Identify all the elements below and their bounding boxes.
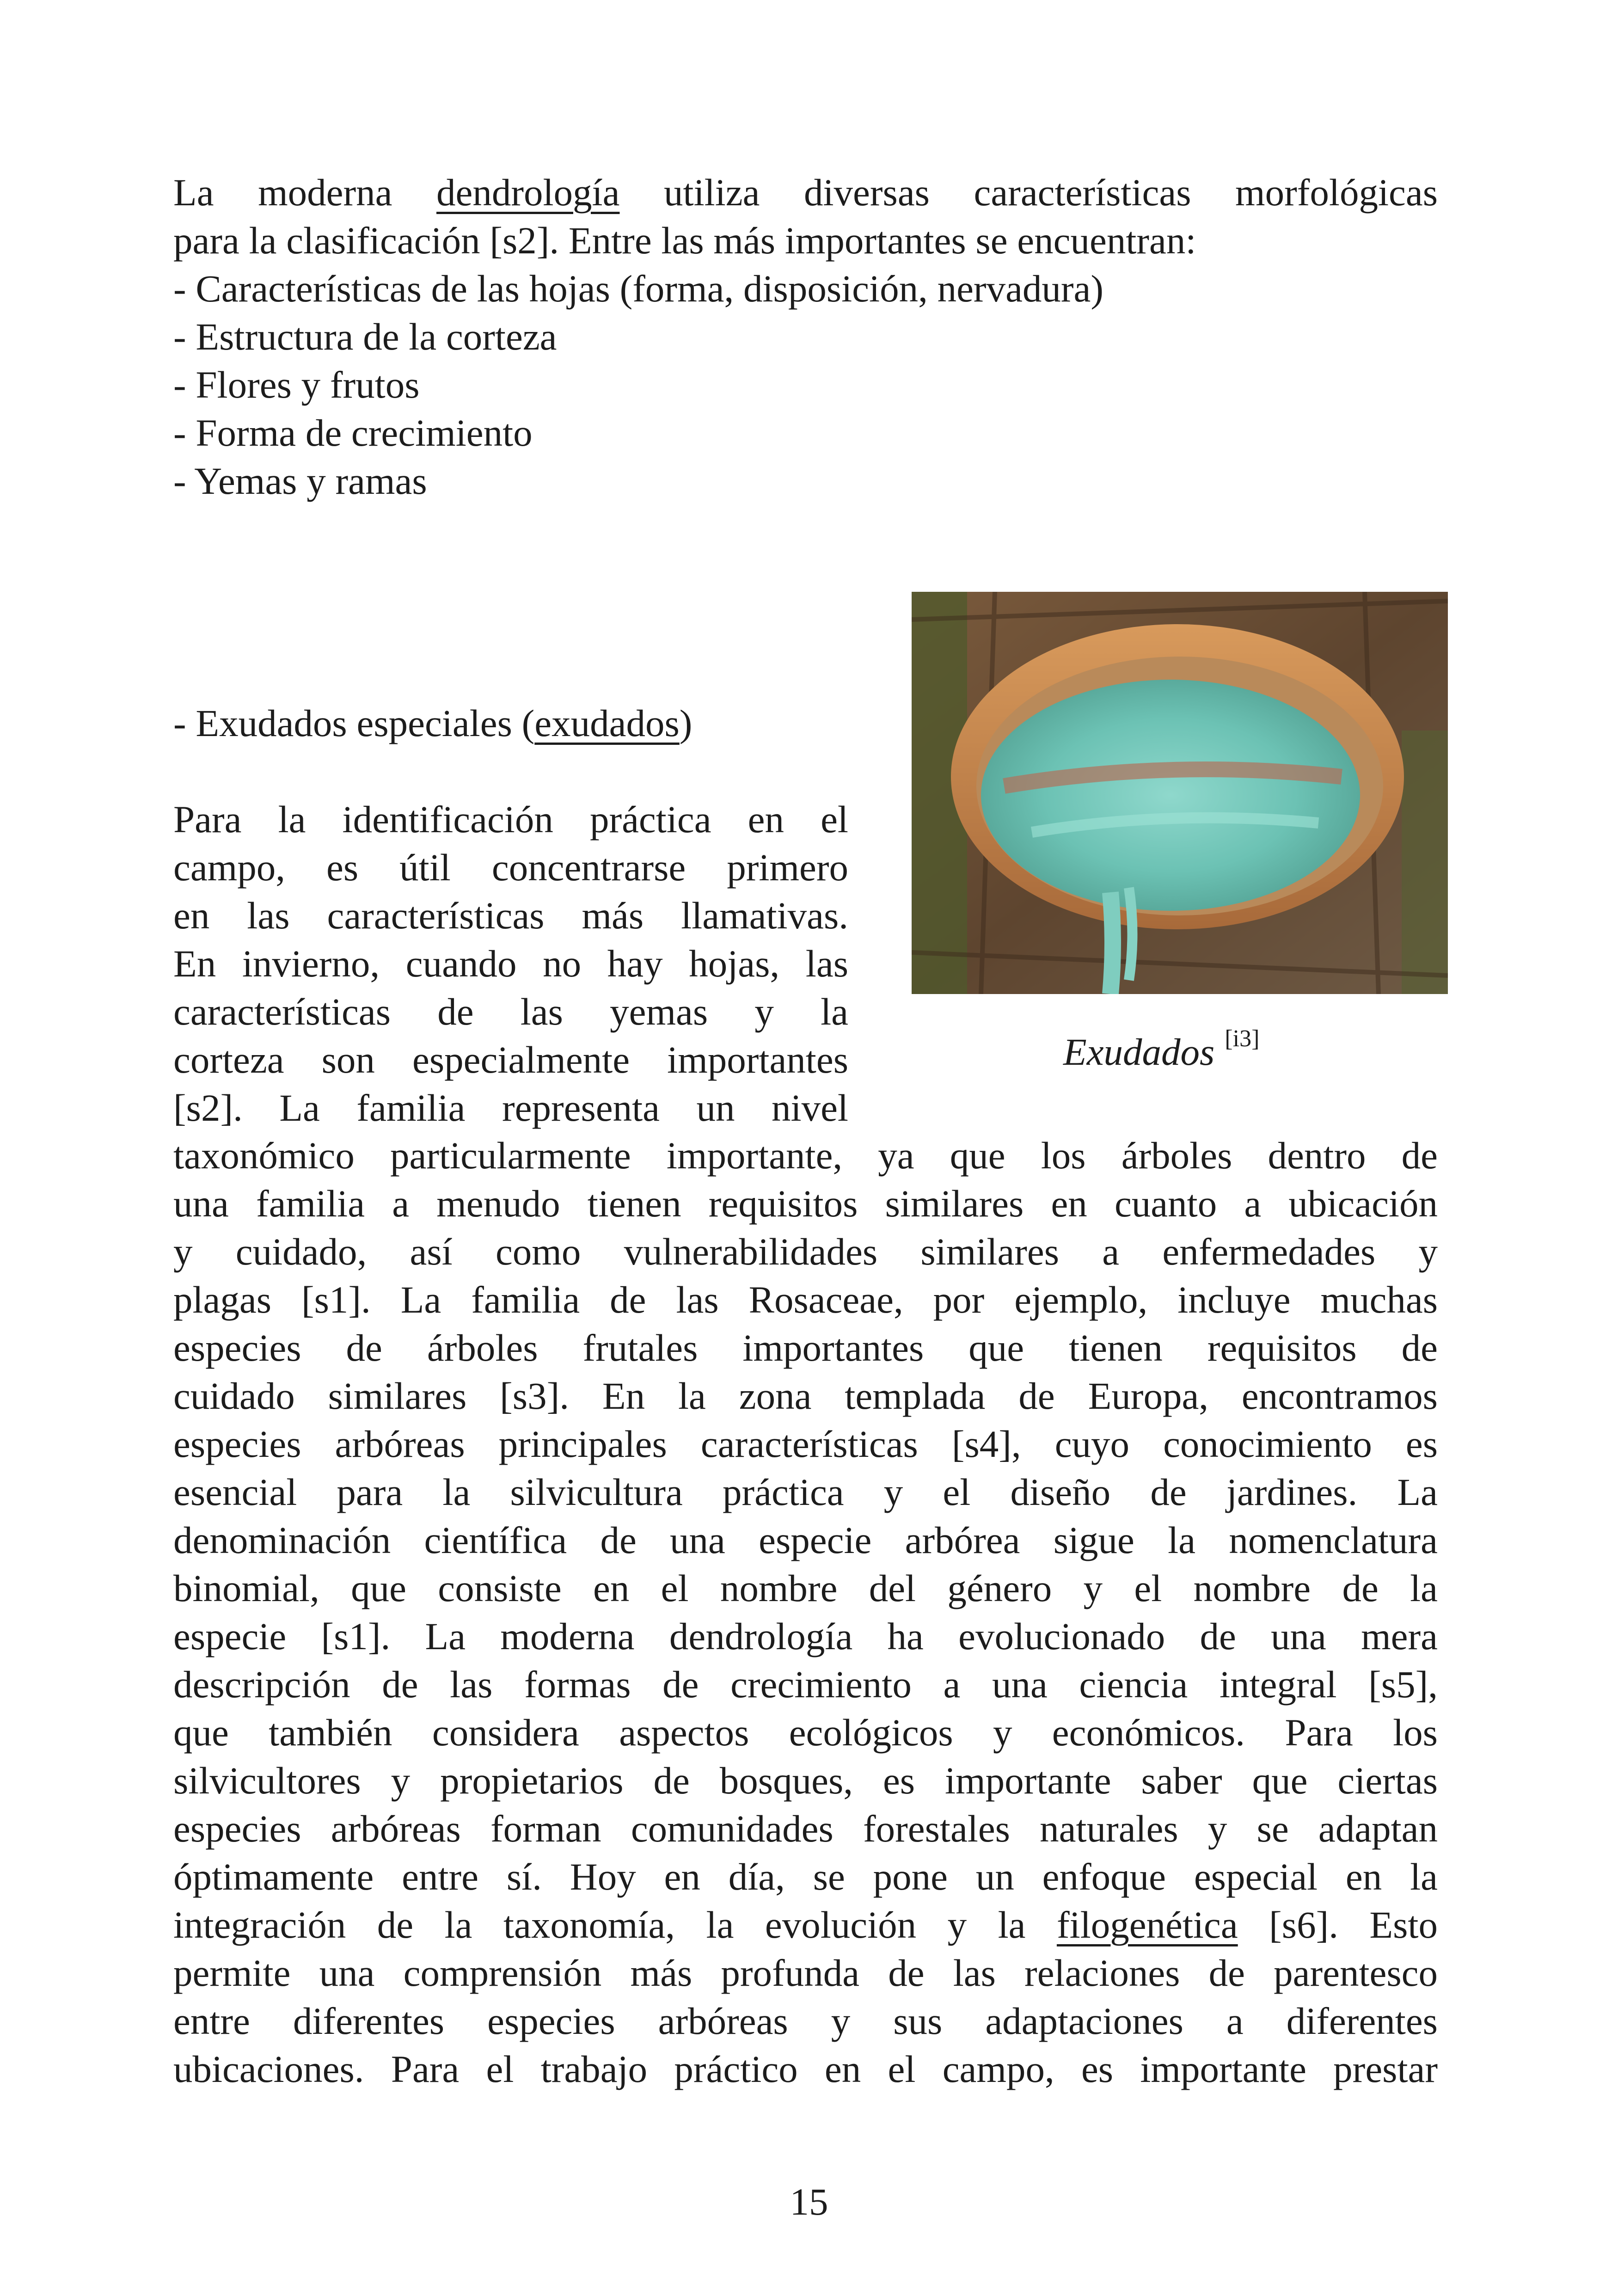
text-line: especies arbóreas principales características [s4], cuyo conocimiento es: [173, 1423, 1438, 1465]
text-segment: integración de la taxonomía, la evolución y la: [173, 1903, 1057, 1946]
intro-line-2: para la clasificación [s2]. Entre las más importantes se encuentran:: [173, 219, 1196, 262]
image-reference: [i3]: [1225, 1025, 1260, 1052]
list-item-text: ): [679, 702, 693, 744]
text-line: corteza son especialmente importantes: [173, 1038, 848, 1081]
dendrologia-link[interactable]: dendrología: [436, 171, 620, 214]
text-line: Para la identificación práctica en el: [173, 798, 848, 841]
list-item: - Características de las hojas (forma, disposición, nervadura): [173, 267, 1104, 310]
text-line: permite una comprensión más profunda de las relaciones de parentesco: [173, 1952, 1438, 1994]
text-line: características de las yemas y la: [173, 990, 848, 1033]
text-line: campo, es útil concentrarse primero: [173, 846, 848, 889]
text-line: que también considera aspectos ecológicos y económicos. Para los: [173, 1711, 1438, 1754]
intro-line-1: [173, 168, 1438, 216]
text-line: En invierno, cuando no hay hojas, las: [173, 942, 848, 985]
paragraph-main: [173, 1131, 1438, 2093]
text-line: descripción de las formas de crecimiento a una ciencia integral [s5],: [173, 1663, 1438, 1706]
text-line: [s2]. La familia representa un nivel: [173, 1087, 848, 1129]
filogenetica-link[interactable]: filogenética: [1056, 1903, 1238, 1946]
paragraph-narrow: [173, 795, 848, 1132]
text-segment: [s6]. Esto: [1238, 1903, 1438, 1946]
text-line-filogenetica: [173, 1901, 1438, 1949]
list-item-text: - Exudados especiales (: [173, 702, 535, 744]
text-line: esencial para la silvicultura práctica y el diseño de jardines. La: [173, 1471, 1438, 1513]
text-line: especies arbóreas forman comunidades forestales naturales y se adaptan: [173, 1807, 1438, 1850]
figure-caption: [1063, 1015, 1259, 1076]
intro-text: La moderna: [173, 171, 437, 214]
list-item-exudados: [173, 699, 692, 747]
text-line: taxonómico particularmente importante, ya que los árboles dentro de: [173, 1134, 1438, 1177]
caption-text: Exudados: [1063, 1031, 1215, 1073]
text-line: plagas [s1]. La familia de las Rosaceae, por ejemplo, incluye muchas: [173, 1278, 1438, 1321]
list-item: - Yemas y ramas: [173, 460, 427, 502]
text-line: y cuidado, así como vulnerabilidades similares a enfermedades y: [173, 1230, 1438, 1273]
text-line: especies de árboles frutales importantes que tienen requisitos de: [173, 1326, 1438, 1369]
text-line: entre diferentes especies arbóreas y sus adaptaciones a diferentes: [173, 2000, 1438, 2042]
figure-exudados: [912, 592, 1448, 1073]
text-line: óptimamente entre sí. Hoy en día, se pone un enfoque especial en la: [173, 1855, 1438, 1898]
exudados-link[interactable]: exudados: [534, 702, 680, 744]
text-line: binomial, que consiste en el nombre del género y el nombre de la: [173, 1567, 1438, 1609]
list-item: - Forma de crecimiento: [173, 411, 533, 454]
text-line: ubicaciones. Para el trabajo práctico en el campo, es importante prestar: [173, 2048, 1438, 2090]
text-line: una familia a menudo tienen requisitos similares en cuanto a ubicación: [173, 1182, 1438, 1225]
exudate-photo: [912, 592, 1448, 994]
text-line: en las características más llamativas.: [173, 894, 848, 937]
list-item: - Estructura de la corteza: [173, 315, 557, 358]
page-number: 15: [790, 2180, 828, 2223]
text-line: cuidado similares [s3]. En la zona templada de Europa, encontramos: [173, 1375, 1438, 1417]
intro-text: utiliza diversas características morfológicas: [619, 171, 1438, 214]
text-line: silvicultores y propietarios de bosques, es importante saber que ciertas: [173, 1759, 1438, 1802]
text-line: especie [s1]. La moderna dendrología ha evolucionado de una mera: [173, 1615, 1438, 1658]
list-item: - Flores y frutos: [173, 363, 420, 406]
text-line: denominación científica de una especie arbórea sigue la nomenclatura: [173, 1519, 1438, 1561]
intro-block: [173, 168, 1438, 505]
